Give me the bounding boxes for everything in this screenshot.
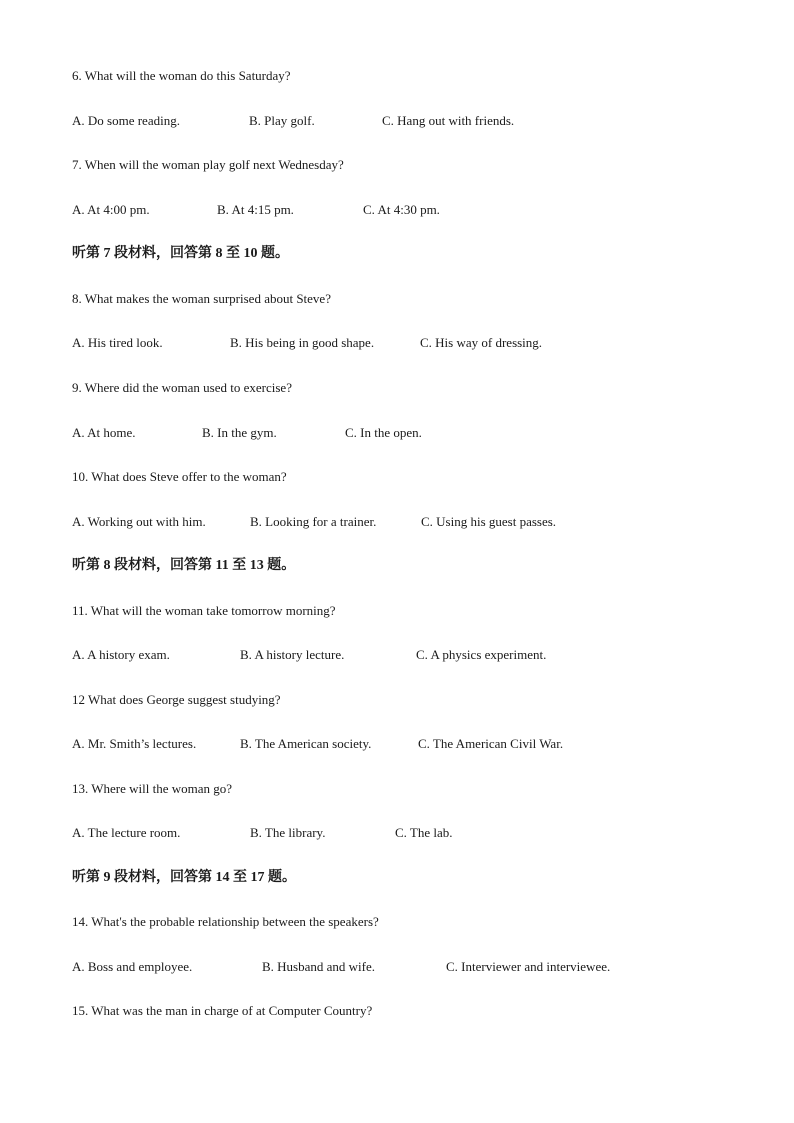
question-7: 7. When will the woman play golf next Wednesday? xyxy=(72,157,344,172)
question-13: 13. Where will the woman go? xyxy=(72,781,233,796)
question-8: 8. What makes the woman surprised about Steve? xyxy=(72,291,331,306)
options-row-q8 xyxy=(72,335,722,351)
option-b: B. At 4:15 pm. xyxy=(217,202,294,217)
question-14: 14. What's the probable relationship between the speakers? xyxy=(72,914,379,929)
section-heading: 听第 8 段材料，回答第 11 至 13 题。 xyxy=(72,558,296,573)
options-row-q13 xyxy=(72,825,722,841)
question-10: 10. What does Steve offer to the woman? xyxy=(72,469,287,484)
options-row-q11 xyxy=(72,647,722,663)
question-11: 11. What will the woman take tomorrow morning? xyxy=(72,603,336,618)
option-c: C. Interviewer and interviewee. xyxy=(446,959,611,974)
option-b: B. The American society. xyxy=(240,736,372,751)
option-c: C. A physics experiment. xyxy=(416,647,547,662)
option-b: B. In the gym. xyxy=(202,425,277,440)
section-heading: 听第 9 段材料，回答第 14 至 17 题。 xyxy=(72,870,296,885)
question-9: 9. Where did the woman used to exercise? xyxy=(72,380,292,395)
option-c: C. At 4:30 pm. xyxy=(363,202,440,217)
options-row-q14 xyxy=(72,959,722,975)
question-6: 6. What will the woman do this Saturday? xyxy=(72,68,291,83)
option-c: C. The American Civil War. xyxy=(418,736,564,751)
options-row-q6 xyxy=(72,113,722,129)
option-a: A. Do some reading. xyxy=(72,113,180,128)
option-a: A. Mr. Smith’s lectures. xyxy=(72,736,197,751)
option-c: C. His way of dressing. xyxy=(420,335,543,350)
options-row-q7 xyxy=(72,202,722,218)
option-a: A. At home. xyxy=(72,425,136,440)
options-row-q12 xyxy=(72,736,722,752)
question-15: 15. What was the man in charge of at Computer Country? xyxy=(72,1003,373,1018)
option-c: C. In the open. xyxy=(345,425,422,440)
option-c: C. Using his guest passes. xyxy=(421,514,557,529)
option-a: A. Working out with him. xyxy=(72,514,206,529)
question-12: 12 What does George suggest studying? xyxy=(72,692,281,707)
options-row-q10 xyxy=(72,514,722,530)
option-a: A. His tired look. xyxy=(72,335,163,350)
option-a: A. A history exam. xyxy=(72,647,170,662)
option-b: B. Husband and wife. xyxy=(262,959,376,974)
option-b: B. His being in good shape. xyxy=(230,335,375,350)
option-a: A. Boss and employee. xyxy=(72,959,193,974)
option-b: B. A history lecture. xyxy=(240,647,345,662)
option-b: B. Looking for a trainer. xyxy=(250,514,377,529)
option-b: B. The library. xyxy=(250,825,326,840)
section-heading: 听第 7 段材料，回答第 8 至 10 题。 xyxy=(72,246,289,261)
option-c: C. The lab. xyxy=(395,825,453,840)
option-b: B. Play golf. xyxy=(249,113,315,128)
option-c: C. Hang out with friends. xyxy=(382,113,515,128)
option-a: A. The lecture room. xyxy=(72,825,181,840)
option-a: A. At 4:00 pm. xyxy=(72,202,150,217)
options-row-q9 xyxy=(72,425,722,441)
